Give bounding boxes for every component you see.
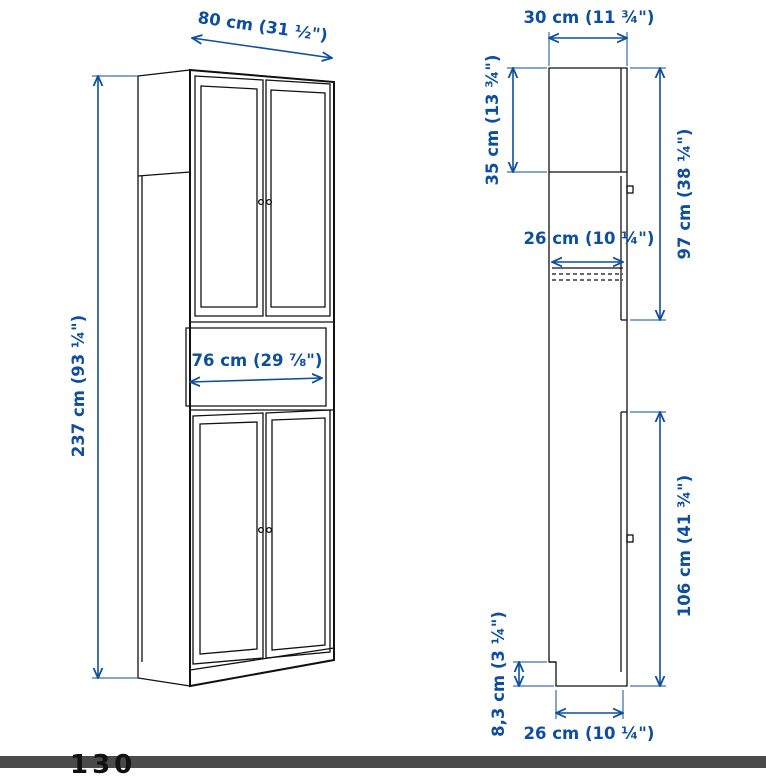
side-depth-dimension xyxy=(524,8,655,66)
plinth-label: 8,3 cm (3 ¼") xyxy=(489,611,508,737)
front-height-label: 237 cm (93 ¼") xyxy=(69,314,88,458)
lower-door-dimension xyxy=(630,412,694,686)
shelf-depth-label: 26 cm (10 ¼") xyxy=(523,229,655,248)
side-view-cabinet xyxy=(549,68,633,686)
inner-width-label: 76 cm (29 ⅞") xyxy=(191,351,323,370)
footer-bar xyxy=(0,750,766,780)
front-height-dimension xyxy=(69,76,138,678)
inner-width-dimension xyxy=(190,351,322,382)
plinth-dimension xyxy=(489,611,554,737)
upper-door-label: 97 cm (38 ¼") xyxy=(675,128,694,260)
front-width-dimension xyxy=(192,8,332,58)
front-width-label: 80 cm (31 ½") xyxy=(196,8,329,46)
knob-icon xyxy=(267,528,272,533)
base-depth-dimension xyxy=(524,690,655,743)
footer-fragment: 130 xyxy=(70,750,137,780)
shelf-depth-dimension xyxy=(524,229,655,262)
upper-door-dimension xyxy=(630,68,694,320)
side-depth-label: 30 cm (11 ¾") xyxy=(523,8,655,27)
base-depth-label: 26 cm (10 ¼") xyxy=(523,724,655,743)
top-height-dimension xyxy=(483,55,547,186)
lower-door-label: 106 cm (41 ¾") xyxy=(675,474,694,618)
top-height-label: 35 cm (13 ¾") xyxy=(483,54,502,186)
